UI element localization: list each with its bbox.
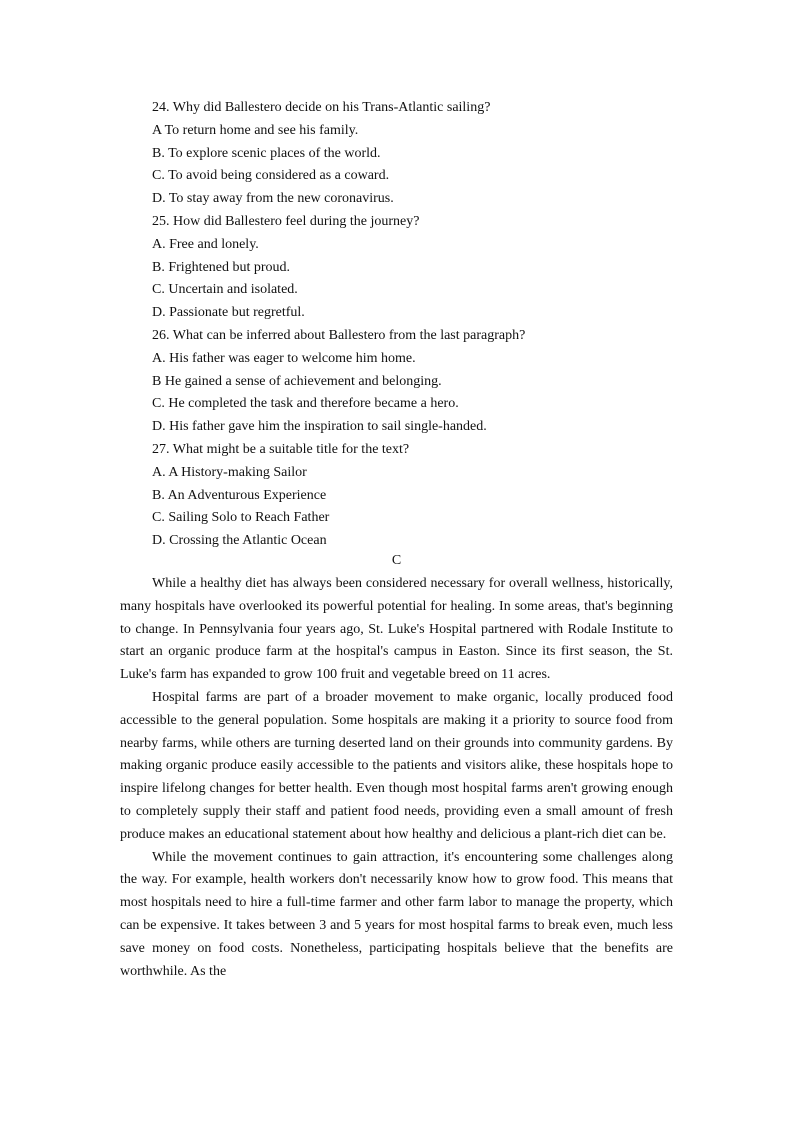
option-d: D. To stay away from the new coronavirus. [152,191,394,207]
option-a: A. His father was eager to welcome him home. [152,350,416,366]
option-b: B He gained a sense of achievement and belonging. [152,373,442,389]
option-a: A To return home and see his family. [152,122,359,138]
passage-paragraph: Hospital farms are part of a broader movement to make organic, locally produced food accessible to the general population. Some hospitals are making it a priority to source food from nearby farms, while others are turning deserted land on their grounds into community gardens. By making organic produce easily accessible to the patients and visitors alike, these hospitals hope to inspire lifelong changes for better health. Even though most hospital farms aren't growing enough to completely supply their staff and patient food needs, providing even a small amount of fresh produce makes an educational statement about how healthy and delicious a plant-rich diet can be. [120,689,673,842]
option-d: D. Crossing the Atlantic Ocean [152,533,327,549]
question-stem: 26. What can be inferred about Ballestero from the last paragraph? [152,327,526,343]
option-a: A. Free and lonely. [152,236,259,252]
question-list [152,97,692,553]
option-b: B. An Adventurous Experience [152,487,327,503]
question-stem: 24. Why did Ballestero decide on his Trans-Atlantic sailing? [152,100,491,115]
section-heading: C [391,553,402,568]
option-c: C. To avoid being considered as a coward. [152,168,390,184]
option-b: B. To explore scenic places of the world. [152,145,381,161]
option-c: C. Sailing Solo to Reach Father [152,510,330,526]
passage-paragraph: While a healthy diet has always been considered necessary for overall wellness, historically, many hospitals have overlooked its powerful potential for healing. In some areas, that's beginning to change. In Pennsylvania four years ago, St. Luke's Hospital partnered with Rodale Institute to start an organic produce farm at the hospital's campus in Easton. Since its first season, the St. Luke's farm has expanded to grow 100 fruit and vegetable breed on 11 acres. [120,576,673,683]
option-c: C. Uncertain and isolated. [152,282,298,298]
option-b: B. Frightened but proud. [152,259,291,275]
passage-paragraph: While the movement continues to gain attraction, it's encountering some challenges along the way. For example, health workers don't necessarily know how to grow food. This means that most hospitals need to hire a full-time farmer and other farm labor to manage the property, which can be expensive. It takes between 3 and 5 years for most hospital farms to break even, much less save money on food costs. Nonetheless, participating hospitals believe that the benefits are worthwhile. As the [120,849,673,979]
reading-passage [120,573,673,983]
option-c: C. He completed the task and therefore became a hero. [152,396,459,412]
option-d: D. Passionate but regretful. [152,305,305,321]
question-stem: 25. How did Ballestero feel during the journey? [152,213,420,229]
option-a: A. A History-making Sailor [152,464,307,480]
option-d: D. His father gave him the inspiration to sail single-handed. [152,419,487,435]
question-stem: 27. What might be a suitable title for the text? [152,441,410,457]
